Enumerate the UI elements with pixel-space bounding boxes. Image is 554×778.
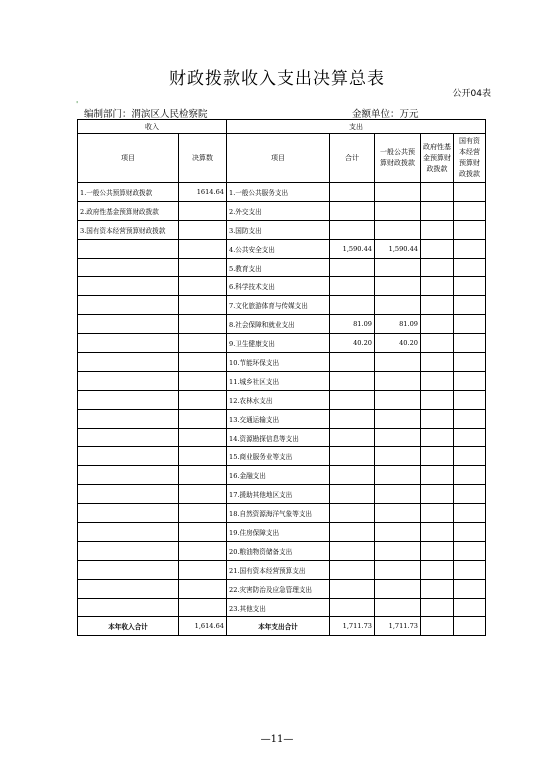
expense-item-cell: 20.粮油物资储备支出 <box>227 541 330 560</box>
expense-total-amount: 1,711.73 <box>330 617 375 636</box>
state-capital-cell <box>454 409 486 428</box>
state-capital-cell <box>454 201 486 220</box>
state-capital-cell <box>454 277 486 296</box>
total-cell <box>330 447 375 466</box>
expense-item-cell: 17.援助其他地区支出 <box>227 485 330 504</box>
general-budget-cell <box>375 353 421 372</box>
general-budget-cell <box>375 220 421 239</box>
table-row <box>78 409 486 428</box>
general-budget-cell <box>375 523 421 542</box>
state-capital-cell <box>454 485 486 504</box>
state-capital-cell <box>454 315 486 334</box>
table-id: 公开04表 <box>452 89 491 99</box>
income-amount-cell <box>179 428 227 447</box>
gov-fund-cell <box>421 220 454 239</box>
table-row <box>78 220 486 239</box>
state-capital-cell <box>454 390 486 409</box>
table-row <box>78 258 486 277</box>
amount-unit: 金额单位：万元 <box>352 109 419 120</box>
general-budget-cell <box>375 371 421 390</box>
general-budget-cell <box>375 277 421 296</box>
total-cell <box>330 523 375 542</box>
general-budget-cell <box>375 409 421 428</box>
expense-item-cell: 9.卫生健康支出 <box>227 334 330 353</box>
general-budget-cell: 81.09 <box>375 315 421 334</box>
state-capital-cell <box>454 371 486 390</box>
income-amount-cell <box>179 598 227 617</box>
gov-fund-total-amount <box>421 617 454 636</box>
total-cell <box>330 277 375 296</box>
general-budget-cell <box>375 504 421 523</box>
table-row <box>78 296 486 315</box>
expense-item-cell: 22.灾害防治及应急管理支出 <box>227 579 330 598</box>
general-budget-cell <box>375 560 421 579</box>
income-item-cell: 2.政府性基金预算财政拨款 <box>78 201 179 220</box>
general-budget-cell: 1,590.44 <box>375 239 421 258</box>
expense-item-cell: 15.商业服务业等支出 <box>227 447 330 466</box>
expense-total-label: 本年支出合计 <box>227 617 330 636</box>
green-mark: ' <box>76 100 79 109</box>
table-row <box>78 353 486 372</box>
general-budget-cell <box>375 201 421 220</box>
table-row <box>78 315 486 334</box>
income-item-cell: 1.一般公共预算财政拨款 <box>78 183 179 202</box>
total-cell <box>330 598 375 617</box>
gov-fund-cell <box>421 428 454 447</box>
table-row <box>78 541 486 560</box>
expense-item-cell: 12.农林水支出 <box>227 390 330 409</box>
header-state-capital: 国有资本经营预算财政拨款 <box>454 134 486 183</box>
table-row <box>78 447 486 466</box>
gov-fund-cell <box>421 485 454 504</box>
gov-fund-cell <box>421 447 454 466</box>
general-total-amount: 1,711.73 <box>375 617 421 636</box>
table-row <box>78 504 486 523</box>
table-row <box>78 523 486 542</box>
income-amount-cell <box>179 220 227 239</box>
income-amount-cell <box>179 466 227 485</box>
income-amount-cell <box>179 485 227 504</box>
gov-fund-cell <box>421 523 454 542</box>
income-amount-cell <box>179 504 227 523</box>
budget-summary-table <box>77 119 486 636</box>
state-capital-cell <box>454 579 486 598</box>
income-amount-cell <box>179 390 227 409</box>
income-item-cell <box>78 579 179 598</box>
total-cell: 81.09 <box>330 315 375 334</box>
income-amount-cell <box>179 334 227 353</box>
total-cell <box>330 296 375 315</box>
income-item-cell <box>78 504 179 523</box>
table-row <box>78 183 486 202</box>
gov-fund-cell <box>421 598 454 617</box>
income-amount-cell <box>179 447 227 466</box>
gov-fund-cell <box>421 371 454 390</box>
header-general-budget: 一般公共预算财政拨款 <box>375 134 421 183</box>
general-budget-cell <box>375 541 421 560</box>
income-item-cell <box>78 239 179 258</box>
expense-item-cell: 2.外交支出 <box>227 201 330 220</box>
state-capital-total-amount <box>454 617 486 636</box>
header-amount-income: 决算数 <box>179 134 227 183</box>
general-budget-cell <box>375 183 421 202</box>
total-cell <box>330 183 375 202</box>
section-expense: 支出 <box>227 120 486 134</box>
total-cell: 1,590.44 <box>330 239 375 258</box>
gov-fund-cell <box>421 504 454 523</box>
expense-item-cell: 5.教育支出 <box>227 258 330 277</box>
expense-item-cell: 21.国有资本经营预算支出 <box>227 560 330 579</box>
gov-fund-cell <box>421 183 454 202</box>
income-amount-cell <box>179 277 227 296</box>
total-cell: 40.20 <box>330 334 375 353</box>
state-capital-cell <box>454 541 486 560</box>
expense-item-cell: 8.社会保障和就业支出 <box>227 315 330 334</box>
expense-item-cell: 1.一般公共服务支出 <box>227 183 330 202</box>
table-row <box>78 239 486 258</box>
section-header-row <box>78 120 486 134</box>
total-cell <box>330 220 375 239</box>
total-cell <box>330 428 375 447</box>
column-header-row <box>78 134 486 183</box>
income-amount-cell <box>179 201 227 220</box>
income-item-cell <box>78 560 179 579</box>
expense-item-cell: 14.资源勘探信息等支出 <box>227 428 330 447</box>
general-budget-cell <box>375 258 421 277</box>
table-row <box>78 579 486 598</box>
gov-fund-cell <box>421 541 454 560</box>
income-amount-cell <box>179 560 227 579</box>
gov-fund-cell <box>421 315 454 334</box>
income-amount-cell <box>179 296 227 315</box>
general-budget-cell <box>375 485 421 504</box>
income-item-cell <box>78 353 179 372</box>
income-amount-cell <box>179 523 227 542</box>
gov-fund-cell <box>421 334 454 353</box>
income-amount-cell <box>179 239 227 258</box>
total-cell <box>330 409 375 428</box>
state-capital-cell <box>454 560 486 579</box>
table-row <box>78 598 486 617</box>
gov-fund-cell <box>421 353 454 372</box>
state-capital-cell <box>454 220 486 239</box>
table-row <box>78 466 486 485</box>
gov-fund-cell <box>421 296 454 315</box>
expense-item-cell: 19.住房保障支出 <box>227 523 330 542</box>
state-capital-cell <box>454 447 486 466</box>
state-capital-cell <box>454 334 486 353</box>
gov-fund-cell <box>421 409 454 428</box>
expense-item-cell: 10.节能环保支出 <box>227 353 330 372</box>
state-capital-cell <box>454 258 486 277</box>
general-budget-cell: 40.20 <box>375 334 421 353</box>
income-item-cell <box>78 447 179 466</box>
expense-item-cell: 4.公共安全支出 <box>227 239 330 258</box>
income-item-cell <box>78 598 179 617</box>
expense-item-cell: 16.金融支出 <box>227 466 330 485</box>
income-total-amount: 1,614.64 <box>179 617 227 636</box>
header-total: 合计 <box>330 134 375 183</box>
income-amount-cell <box>179 371 227 390</box>
income-item-cell <box>78 409 179 428</box>
state-capital-cell <box>454 504 486 523</box>
table-row <box>78 277 486 296</box>
income-item-cell <box>78 485 179 504</box>
state-capital-cell <box>454 296 486 315</box>
general-budget-cell <box>375 447 421 466</box>
income-amount-cell <box>179 258 227 277</box>
income-item-cell <box>78 334 179 353</box>
general-budget-cell <box>375 579 421 598</box>
income-item-cell <box>78 371 179 390</box>
expense-item-cell: 6.科学技术支出 <box>227 277 330 296</box>
state-capital-cell <box>454 523 486 542</box>
expense-item-cell: 3.国防支出 <box>227 220 330 239</box>
income-item-cell <box>78 315 179 334</box>
income-item-cell <box>78 523 179 542</box>
income-amount-cell <box>179 541 227 560</box>
gov-fund-cell <box>421 560 454 579</box>
total-cell <box>330 579 375 598</box>
total-cell <box>330 258 375 277</box>
general-budget-cell <box>375 428 421 447</box>
totals-row <box>78 617 486 636</box>
expense-item-cell: 23.其他支出 <box>227 598 330 617</box>
income-item-cell <box>78 258 179 277</box>
income-total-label: 本年收入合计 <box>78 617 179 636</box>
state-capital-cell <box>454 428 486 447</box>
table-row <box>78 334 486 353</box>
header-item-income: 项目 <box>78 134 179 183</box>
general-budget-cell <box>375 390 421 409</box>
table-row <box>78 371 486 390</box>
section-income: 收入 <box>78 120 227 134</box>
gov-fund-cell <box>421 277 454 296</box>
income-amount-cell <box>179 579 227 598</box>
table-row <box>78 560 486 579</box>
expense-item-cell: 7.文化旅游体育与传媒支出 <box>227 296 330 315</box>
gov-fund-cell <box>421 466 454 485</box>
income-item-cell <box>78 390 179 409</box>
income-item-cell <box>78 296 179 315</box>
total-cell <box>330 466 375 485</box>
page-number: —11— <box>260 734 294 745</box>
expense-item-cell: 18.自然资源海洋气象等支出 <box>227 504 330 523</box>
table-row <box>78 201 486 220</box>
income-amount-cell <box>179 409 227 428</box>
total-cell <box>330 371 375 390</box>
total-cell <box>330 390 375 409</box>
income-amount-cell: 1614.64 <box>179 183 227 202</box>
gov-fund-cell <box>421 239 454 258</box>
income-item-cell <box>78 541 179 560</box>
income-amount-cell <box>179 353 227 372</box>
header-item-expense: 项目 <box>227 134 330 183</box>
total-cell <box>330 504 375 523</box>
income-item-cell <box>78 466 179 485</box>
gov-fund-cell <box>421 201 454 220</box>
expense-item-cell: 11.城乡社区支出 <box>227 371 330 390</box>
income-item-cell: 3.国有资本经营预算财政拨款 <box>78 220 179 239</box>
expense-item-cell: 13.交通运输支出 <box>227 409 330 428</box>
total-cell <box>330 353 375 372</box>
gov-fund-cell <box>421 258 454 277</box>
header-gov-fund: 政府性基金预算财政拨款 <box>421 134 454 183</box>
gov-fund-cell <box>421 390 454 409</box>
total-cell <box>330 560 375 579</box>
compiling-department: 编制部门：渭滨区人民检察院 <box>84 109 208 120</box>
table-row <box>78 428 486 447</box>
general-budget-cell <box>375 466 421 485</box>
general-budget-cell <box>375 296 421 315</box>
state-capital-cell <box>454 239 486 258</box>
income-amount-cell <box>179 315 227 334</box>
income-item-cell <box>78 277 179 296</box>
total-cell <box>330 485 375 504</box>
income-item-cell <box>78 428 179 447</box>
state-capital-cell <box>454 466 486 485</box>
table-row <box>78 485 486 504</box>
page-title: 财政拨款收入支出决算总表 <box>169 69 385 89</box>
total-cell <box>330 201 375 220</box>
state-capital-cell <box>454 598 486 617</box>
table-row <box>78 390 486 409</box>
state-capital-cell <box>454 183 486 202</box>
general-budget-cell <box>375 598 421 617</box>
state-capital-cell <box>454 353 486 372</box>
total-cell <box>330 541 375 560</box>
gov-fund-cell <box>421 579 454 598</box>
